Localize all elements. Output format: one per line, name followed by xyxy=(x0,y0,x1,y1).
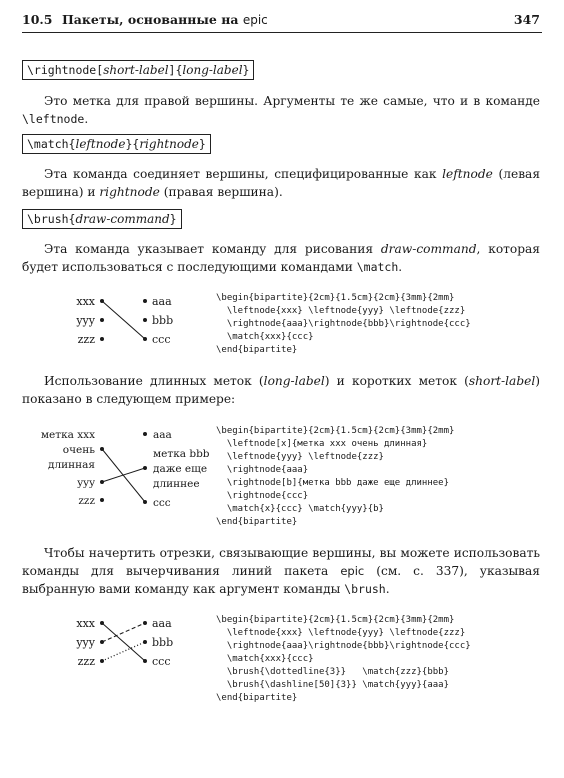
left-label-yyy: yyy xyxy=(77,477,95,489)
paragraph-rightnode: Это метка для правой вершины. Аргументы те же самые, что и в команде \leftnode. xyxy=(22,94,540,126)
code-line: \leftnode{yyy} \leftnode{zzz} xyxy=(216,452,384,462)
dashed-line-yyy-aaa xyxy=(102,623,145,642)
right-label-ccc: ccc xyxy=(152,655,171,668)
code-line: \begin{bipartite}{2cm}{1.5cm}{2cm}{3mm}{2mm} xyxy=(216,293,455,303)
left-label-zzz: zzz xyxy=(77,655,95,668)
dotted-line-zzz-bbb xyxy=(102,642,145,661)
right-label-line3: длиннее xyxy=(153,478,200,490)
right-label-aaa: aaa xyxy=(153,429,172,441)
code-line: \brush{\dashline[50]{3}} \match{yyy}{aaa} xyxy=(216,680,449,690)
left-label-xxx: xxx xyxy=(76,617,95,630)
code-line: \rightnode{aaa}\rightnode{bbb}\rightnode{ccc} xyxy=(216,641,471,651)
left-label-line3: длинная xyxy=(47,459,95,471)
match-line-xxx-ccc xyxy=(102,623,145,661)
command-box-brush: \brush{draw-command} xyxy=(22,209,182,229)
left-node-yyy xyxy=(100,318,104,322)
right-node-aaa xyxy=(143,432,147,436)
command-box-rightnode: \rightnode[short-label]{long-label} xyxy=(22,60,254,80)
example2-code xyxy=(216,425,454,529)
section-title: Пакеты, основанные на epic xyxy=(62,12,268,27)
arg-leftnode: leftnode xyxy=(75,137,126,151)
example3-diagram xyxy=(0,612,214,676)
left-node-zzz xyxy=(100,337,104,341)
right-label-ccc: ccc xyxy=(152,333,171,346)
left-label-line2: очень xyxy=(62,444,95,456)
match-line-xxx-ccc xyxy=(102,301,145,339)
right-label-bbb: bbb xyxy=(152,636,174,649)
paragraph-brush: Эта команда указывает команду для рисования draw-command, которая будет использоваться с последующими командами \match. xyxy=(22,242,540,274)
command-box-match: \match{leftnode}{rightnode} xyxy=(22,134,211,154)
code-line: \begin{bipartite}{2cm}{1.5cm}{2cm}{3mm}{2mm} xyxy=(216,426,455,436)
page-number: 347 xyxy=(513,12,540,27)
code-line: \match{xxx}{ccc} xyxy=(216,332,314,342)
code-line: \end{bipartite} xyxy=(216,693,298,703)
running-header xyxy=(22,8,542,33)
section-number: 10.5 xyxy=(22,12,53,27)
right-label-aaa: aaa xyxy=(152,295,172,308)
code-line: \brush{\dottedline{3}} \match{zzz}{bbb} xyxy=(216,667,449,677)
code-line: \match{x}{ccc} \match{yyy}{b} xyxy=(216,504,384,514)
code-line: \end{bipartite} xyxy=(216,345,298,355)
left-label-yyy: yyy xyxy=(76,636,95,649)
right-label-bbb: bbb xyxy=(152,314,174,327)
code-line: \end{bipartite} xyxy=(216,517,298,527)
code-line: \leftnode{xxx} \leftnode{yyy} \leftnode{zzz} xyxy=(216,628,466,638)
code-line: \rightnode{aaa}\rightnode{bbb}\rightnode{ccc} xyxy=(216,319,471,329)
code-line: \leftnode[x]{метка xxx очень длинная} xyxy=(216,439,428,449)
left-label-line1: метка xxx xyxy=(40,429,95,441)
code-line: \rightnode[b]{метка bbb даже еще длиннее} xyxy=(216,478,449,488)
right-node-aaa xyxy=(143,299,147,303)
paragraph-labels: Использование длинных меток (long-label) и коротких меток (short-label) показано в следующем примере: xyxy=(22,374,540,406)
right-label-ccc: ccc xyxy=(153,497,171,509)
right-label-aaa: aaa xyxy=(152,617,172,630)
left-label-xxx: xxx xyxy=(76,295,95,308)
arg-long-label: long-label xyxy=(182,63,243,77)
arg-short-label: short-label xyxy=(103,63,169,77)
example1-code xyxy=(216,292,471,357)
code-line: \begin{bipartite}{2cm}{1.5cm}{2cm}{3mm}{2mm} xyxy=(216,615,455,625)
example2-diagram xyxy=(0,424,214,514)
arg-draw-command: draw-command xyxy=(75,212,170,226)
left-label-zzz: zzz xyxy=(77,333,95,346)
paragraph-match: Эта команда соединяет вершины, специфицированные как leftnode (левая вершина) и rightnode (правая вершина). xyxy=(22,167,541,199)
left-label-zzz: zzz xyxy=(78,495,95,507)
code-line: \leftnode{xxx} \leftnode{yyy} \leftnode{zzz} xyxy=(216,306,466,316)
example3-code xyxy=(216,614,471,705)
paragraph-brush-usage: Чтобы начертить отрезки, связывающие вершины, вы можете использовать команды для вычерчивания линий пакета epic (см. с. 337), указывая выбранную вами команду как аргумент команды \brush. xyxy=(22,546,540,596)
right-label-line1: метка bbb xyxy=(153,448,210,460)
left-label-yyy: yyy xyxy=(76,314,95,327)
code-line: \match{xxx}{ccc} xyxy=(216,654,314,664)
code-line: \rightnode{aaa} xyxy=(216,465,309,475)
left-node-zzz xyxy=(100,498,104,502)
arg-rightnode: rightnode xyxy=(139,137,199,151)
package-name: epic xyxy=(242,13,268,27)
code-line: \rightnode{ccc} xyxy=(216,491,309,501)
right-node-bbb xyxy=(143,318,147,322)
right-label-line2: даже еще xyxy=(153,463,208,475)
match-line-yyy-b xyxy=(102,468,145,482)
example1-diagram xyxy=(0,290,214,354)
